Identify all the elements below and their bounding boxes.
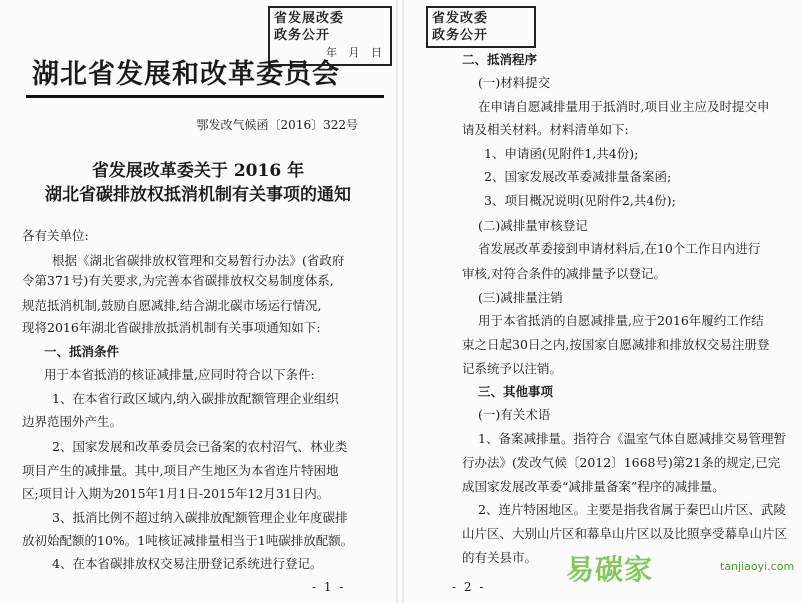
official-stamp [426,6,536,48]
brand-watermark-url: tanjiaoyi.com [720,560,795,573]
text-line: 4、在本省碳排放权交易注册登记系统进行登记。 [52,556,323,571]
text-line: 行办法》(发改气候〔2012〕1668号)第21条的规定,已完 [462,455,781,470]
text-line: 3、抵消比例不超过纳入碳排放配额管理企业年度碳排 [52,510,348,525]
text-line: 三、其他事项 [478,384,554,399]
text-line: 项目产生的减排量。其中,项目产生地区为本省连片特困地 [22,463,339,478]
stamp-line-1: 省发改委 [432,11,489,26]
document-number: 鄂发改气候函〔2016〕322号 [196,118,358,132]
text-line: 用于本省抵消的自愿减排量,应于2016年履约工作结 [478,313,764,328]
text-line: 各有关单位: [22,228,89,243]
document-page-2 [404,0,801,603]
header-rule [26,95,384,98]
text-line: (一)有关术语 [478,407,551,422]
text-line: 2、国家发展和改革委员会已备案的农村沼气、林业类 [52,439,348,454]
brand-watermark: 易碳家 [566,553,654,586]
text-line: 放初始配额的10%。1吨核证减排量相当于1吨碳排放配额。 [22,533,354,548]
notice-title-line-1: 省发展改革委关于 2016 年 [91,161,305,181]
text-line: 用于本省抵消的核证减排量,应同时符合以下条件: [44,367,315,382]
text-line: 1、备案减排量。指符合《温室气体自愿减排交易管理暂 [478,431,786,446]
notice-title-line-2: 湖北省碳排放权抵消机制有关事项的通知 [45,185,351,205]
stamp-date: 年 月 日 [326,46,386,59]
page-number: - 1 - [312,580,346,594]
text-line: 一、抵消条件 [44,344,120,359]
text-line: 现将2016年湖北省碳排放抵消机制有关事项通知如下: [22,320,321,335]
org-header: 湖北省发展和改革委员会 [32,59,340,90]
text-line: (一)材料提交 [478,75,551,90]
text-line: 的有关县市。 [462,550,538,565]
text-line: 记系统予以注销。 [462,361,563,376]
text-line: 2、连片特困地区。主要是指我省属于秦巴山片区、武陵 [478,502,786,517]
text-line: 令第371号)有关要求,为完善本省碳排放权交易制度体系, [22,273,334,288]
stamp-line-1: 省发展改委 [274,11,345,26]
text-line: 1、申请函(见附件1,共4份); [484,146,639,161]
page-gutter [396,0,404,603]
text-line: 在申请自愿减排量用于抵消时,项目业主应及时提交申 [478,99,770,114]
text-line: (二)减排量审核登记 [478,218,588,233]
stamp-line-2: 政务公开 [274,28,331,43]
text-line: 成国家发展改革委“减排量备案”程序的减排量。 [462,479,725,494]
text-line: 3、项目概况说明(见附件2,共4份); [484,193,676,208]
stamp-line-2: 政务公开 [432,28,489,43]
text-line: 1、在本省行政区域内,纳入碳排放配额管理企业组织 [52,391,339,406]
text-line: (三)减排量注销 [478,290,563,305]
text-line: 边界范围外产生。 [22,414,123,429]
text-line: 根据《湖北省碳排放权管理和交易暂行办法》(省政府 [52,253,345,268]
page-number: - 2 - [452,580,486,594]
text-line: 规范抵消机制,鼓励自愿减排,结合湖北碳市场运行情况, [22,298,322,313]
text-line: 山片区、大别山片区和幕阜山片区以及比照享受幕阜山片区 [462,526,788,541]
document-page-1 [0,0,396,603]
text-line: 2、国家发展改革委减排量备案函; [484,169,672,184]
text-line: 审核,对符合条件的减排量予以登记。 [462,266,666,281]
text-line: 束之日起30日之内,按国家自愿减排和排放权交易注册登 [462,337,770,352]
text-line: 省发展改革委接到申请材料后,在10个工作日内进行 [478,241,761,256]
text-line: 请及相关材料。材料清单如下: [462,122,629,137]
text-line: 二、抵消程序 [462,52,538,67]
text-line: 区;项目计入期为2015年1月1日-2015年12月31日内。 [22,486,330,501]
